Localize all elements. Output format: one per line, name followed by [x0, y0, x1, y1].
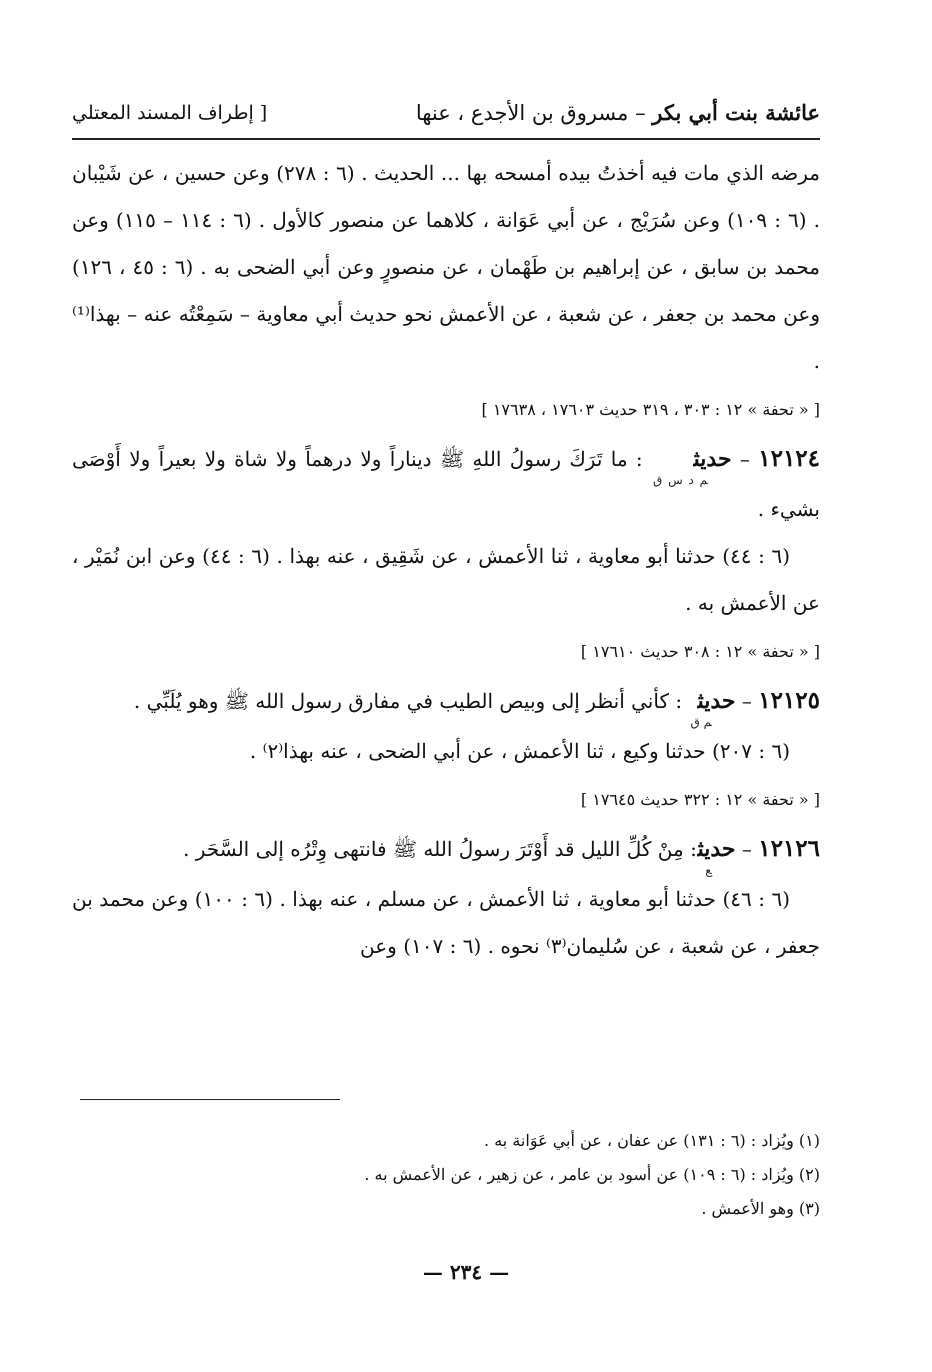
- hadith-number: ١٢١٢٥: [758, 687, 820, 714]
- footnote-1: (١) ويُزاد : (٦ : ١٣١) عن عفان ، عن أبي عَوَانة به .: [484, 1131, 820, 1150]
- hadith-number: ١٢١٢٦: [758, 835, 820, 862]
- hadith-reference-text: [ « تحفة » ١٢ : ٣٠٨ حديث ١٧٦١٠ ]: [580, 642, 820, 661]
- footnotes: [80, 1124, 820, 1226]
- hadith-reference: [72, 637, 820, 667]
- intro-reference: [72, 395, 820, 425]
- footnote-3: (٣) وهو الأعمش .: [701, 1199, 820, 1218]
- hadith-block-2: [72, 677, 820, 815]
- hadith-source-tag: م د س ق: [652, 473, 708, 487]
- hadith-chain: (٦ : ٤٤) حدثنا أبو معاوية ، ثنا الأعمش ، عن شَقِيق ، عنه بهذا . (٦ : ٤٤) وعن ابن نُمَيْر ، عن الأعمش به .: [72, 544, 820, 615]
- hadith-dash: –: [735, 837, 759, 861]
- hadith-source-tag: م ق: [690, 715, 712, 729]
- header-title-rest: – مسروق بن الأجدع ، عنها: [415, 101, 653, 125]
- header-title: [416, 100, 820, 125]
- hadith-chain: (٦ : ٤٦) حدثنا أبو معاوية ، ثنا الأعمش ، عن مسلم ، عنه بهذا . (٦ : ١٠٠) وعن محمد بن جعفر ، عن شعبة ، عن سُليمان⁽٣⁾ نحوه . (٦ : ١٠٧) وعن: [72, 887, 820, 958]
- hadith-source-tag: ع: [705, 863, 712, 877]
- hadith-chain: (٦ : ٢٠٧) حدثنا وكيع ، ثنا الأعمش ، عن أبي الضحى ، عنه بهذا⁽٢⁾ .: [249, 739, 790, 763]
- hadith-text: [72, 677, 820, 728]
- hadith-text: [72, 435, 820, 533]
- hadith-matn: : مِنْ كُلِّ الليل قد أَوْتَرَ رسولُ الله ﷺ فانتهى وِتْرُه إلى السَّحَر .: [183, 837, 704, 861]
- hadith-number: ١٢١٢٤: [758, 445, 821, 472]
- header-title-bold: عائشة بنت أبي بكر: [652, 100, 820, 125]
- hadith-keyword: حديث: [697, 836, 736, 862]
- intro-reference-text: [ « تحفة » ١٢ : ٣٠٣ ، ٣١٩ حديث ١٧٦٠٣ ، ١٧٦٣٨ ]: [481, 400, 820, 419]
- footnote-2: (٢) ويُزاد : (٦ : ١٠٩) عن أسود بن عامر ، عن زهير ، عن الأعمش به .: [364, 1165, 820, 1184]
- main-text: [72, 150, 820, 970]
- hadith-block-1: [72, 435, 820, 667]
- intro-paragraph: مرضه الذي مات فيه أخذتُ بيده أمسحه بها ... الحديث . (٦ : ٢٧٨) وعن حسين ، عن شَيْبان . (٦ : ١٠٩) وعن سُرَيْج ، عن أبي عَوَانة ، كلاهما عن منصور كالأول . (٦ : ١١٤ – ١١٥) وعن محمد بن سابق ، عن إبراهيم بن طَهْمان ، عن منصورٍ وعن أبي الضحى به . (٦ : ٤٥ ، ١٢٦) وعن محمد بن جعفر ، عن شعبة ، عن الأعمش نحو حديث أبي معاوية – سَمِعْتُه عنه – بهذا⁽¹⁾ .: [72, 161, 821, 373]
- hadith-matn: : كأني أنظر إلى وبيص الطيب في مفارق رسول الله ﷺ وهو يُلَبِّي .: [133, 689, 689, 713]
- hadith-keyword: حديث: [693, 446, 732, 472]
- header-book-title: [ إطراف المسند المعتلي: [72, 102, 268, 124]
- hadith-keyword: حديث: [697, 688, 736, 714]
- page-number: — ٢٣٤ —: [422, 1260, 510, 1284]
- footnote-divider: [80, 1099, 340, 1100]
- hadith-reference-text: [ « تحفة » ١٢ : ٣٢٢ حديث ١٧٦٤٥ ]: [580, 790, 820, 809]
- hadith-dash: –: [735, 689, 759, 713]
- hadith-text: [72, 825, 820, 876]
- hadith-dash: –: [731, 447, 759, 471]
- running-header: [72, 96, 820, 140]
- hadith-reference: [72, 785, 820, 815]
- hadith-block-3: [72, 825, 820, 970]
- hadith-matn: : ما تَرَكَ رسولُ اللهِ ﷺ ديناراً ولا درهماً ولا شاة ولا بعيراً ولا أَوْصَى بشيء .: [72, 447, 820, 521]
